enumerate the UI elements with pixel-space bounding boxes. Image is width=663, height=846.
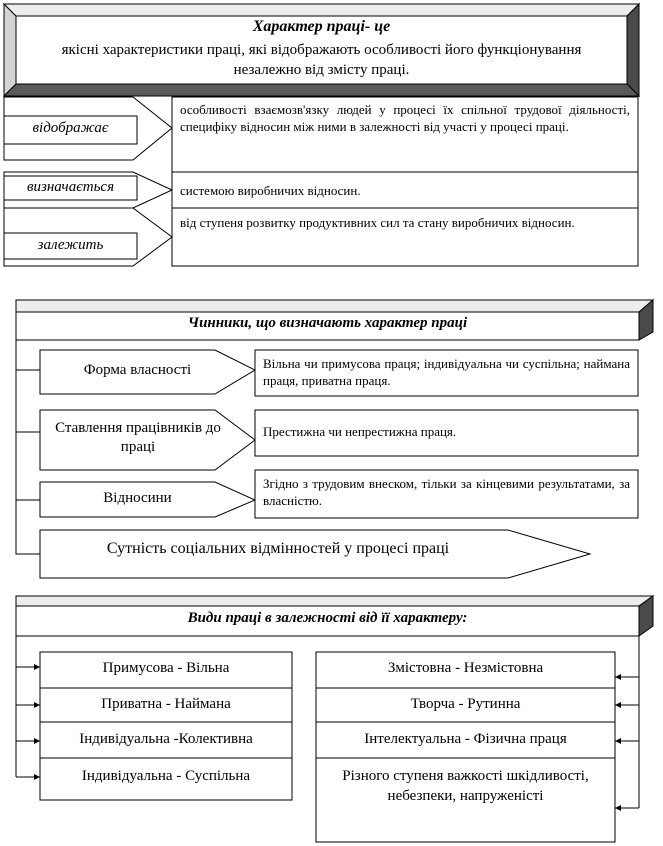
s3-left-item-1: Примусова - Вільна	[102, 660, 230, 676]
s3-right-item-1: Змістовна - Незмістовна	[387, 660, 544, 676]
s2-desc-1: Вільна чи примусова праця; індивідуальна чи суспільна; наймана праця, приватна праця.	[263, 356, 630, 388]
s2-factor-label-3: Відносини	[103, 490, 172, 506]
s1-desc-1: особливості взаємозв'язку людей у процесі їх спільної трудової діяльності, специфіку відносин між ними в залежності від участі у процесі праці.	[180, 102, 630, 134]
s1-label-1: відображає	[32, 120, 109, 136]
s3-title: Види праці в залежності від її характеру:	[187, 610, 468, 626]
s3-arrowhead-r2	[615, 702, 621, 708]
s3-left-item-2: Приватна - Наймана	[101, 696, 231, 712]
s1-title: Характер праці- це	[252, 18, 391, 35]
s1-label-2: визначається	[26, 179, 115, 195]
s3-right-item-2: Творча - Рутинна	[410, 696, 521, 712]
s1-header-bevel-top	[4, 4, 639, 16]
s2-header-bevel-top	[16, 300, 653, 312]
s3-right-item-3: Інтелектуальна - Фізична праця	[364, 731, 567, 747]
s1-label-3: залежить	[37, 237, 104, 253]
s1-header-bevel-bottom	[4, 84, 639, 96]
s2-connector	[16, 340, 40, 554]
s1-header-bevel-left	[4, 4, 16, 96]
s3-header-bevel-top	[16, 596, 653, 606]
s1-definition: якісні характеристики праці, які відображають особливості його функціонування незалежно від змісту праці.	[61, 42, 582, 78]
s2-factor-label-1: Форма власності	[83, 362, 192, 378]
s3-left-item-3: Індивідуальна -Колективна	[79, 731, 253, 747]
s2-title: Чинники, що визначають характер праці	[187, 315, 468, 331]
s3-left-item-4: Індивідуальна - Суспільна	[81, 768, 251, 784]
s2-desc-2: Престижна чи непрестижна праця.	[263, 424, 457, 439]
s3-arrowhead-r1	[615, 674, 621, 680]
s2-factor-label-2: Ставлення працівників до праці	[55, 420, 221, 455]
s3-arrowhead-r4	[615, 805, 621, 811]
s2-desc-3: Згідно з трудовим внеском, тільки за кінцевими результатами, за власністю.	[263, 476, 630, 508]
s3-arrowhead-r3	[615, 738, 621, 744]
s3-right-item-4: Різного ступеня важкості шкідливості, небезпеки, напруженісті	[342, 768, 589, 804]
s1-header-bevel-right	[627, 4, 639, 96]
s1-desc-3: від ступеня розвитку продуктивних сил та стану виробничих відносин.	[180, 215, 575, 230]
s2-bottom-arrow-label: Сутність соціальних відмінностей у процесі праці	[106, 540, 450, 557]
s1-desc-2: системою виробничих відносин.	[180, 183, 361, 198]
